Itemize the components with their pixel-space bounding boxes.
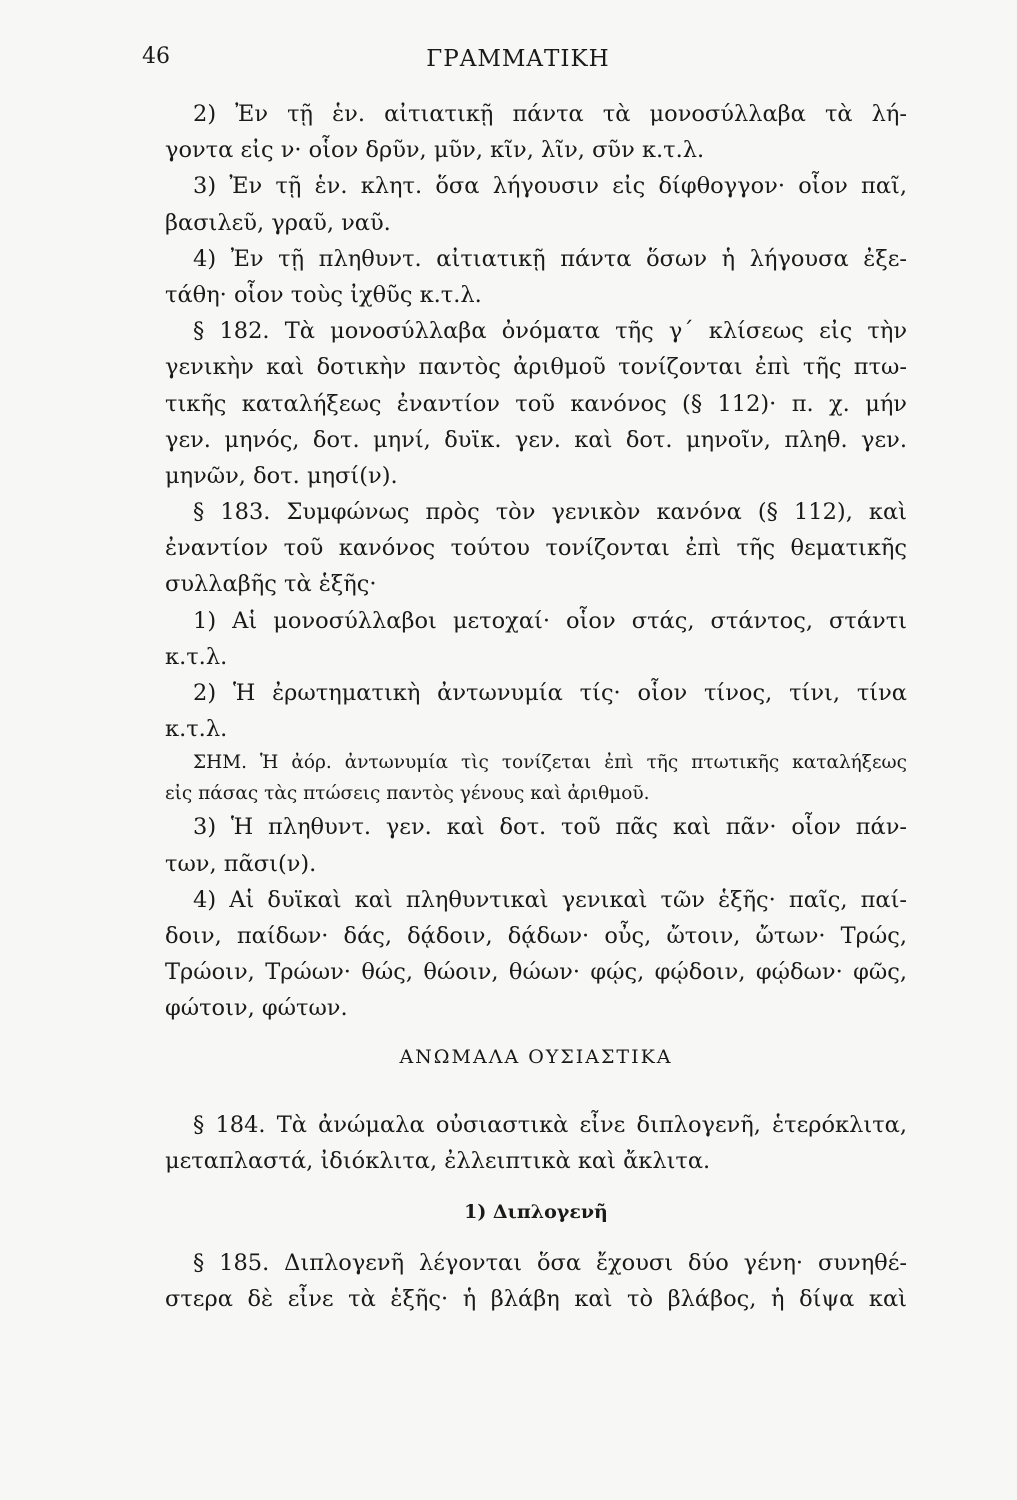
text-line: § 182. Τὰ μονοσύλλαβα ὀνόματα τῆς γ΄ κλίσεως εἰς τὴν	[193, 318, 907, 345]
text-line: 4) Αἱ δυϊκαὶ καὶ πληθυντικαὶ γενικαὶ τῶν ἑξῆς· παῖς, παί-	[193, 886, 907, 913]
note-line: εἰς πάσας τὰς πτώσεις παντὸς γένους καὶ ἀριθμοῦ.	[165, 783, 650, 805]
section-title: ΑΝΩΜΑΛΑ ΟΥΣΙΑΣΤΙΚΑ	[399, 1045, 673, 1068]
page-number: 46	[142, 44, 170, 69]
text-line: 3) Ἡ πληθυντ. γεν. καὶ δοτ. τοῦ πᾶς καὶ πᾶν· οἷον πάν-	[193, 814, 907, 841]
text-line: γενικὴν καὶ δοτικὴν παντὸς ἀριθμοῦ τονίζονται ἐπὶ τῆς πτω-	[165, 354, 907, 381]
note-line: ΣΗΜ. Ἡ ἀόρ. ἀντωνυμία τὶς τονίζεται ἐπὶ τῆς πτωτικῆς καταλήξεως	[193, 752, 907, 774]
text-line: συλλαβῆς τὰ ἑξῆς·	[165, 571, 377, 598]
text-line: μεταπλαστά, ἰδιόκλιτα, ἐλλειπτικὰ καὶ ἄκλιτα.	[165, 1147, 711, 1174]
text-line: γεν. μηνός, δοτ. μηνί, δυϊκ. γεν. καὶ δοτ. μηνοῖν, πληθ. γεν.	[165, 426, 907, 453]
text-line: κ.τ.λ.	[165, 716, 228, 743]
text-line: ἐναντίον τοῦ κανόνος τούτου τονίζονται ἐπὶ τῆς θεματικῆς	[165, 535, 907, 562]
text-line: Τρώοιν, Τρώων· θώς, θώοιν, θώων· φῴς, φῴδοιν, φῴδων· φῶς,	[165, 959, 907, 986]
text-line: των, πᾶσι(ν).	[165, 850, 317, 877]
text-line: 4) Ἐν τῇ πληθυντ. αἰτιατικῇ πάντα ὅσων ἡ λήγουσα ἐξε-	[193, 245, 907, 272]
text-line: φώτοιν, φώτων.	[165, 995, 348, 1022]
text-line: κ.τ.λ.	[165, 643, 228, 670]
subsection-title: 1) Διπλογενῆ	[464, 1200, 608, 1223]
text-line: 2) Ἡ ἐρωτηματικὴ ἀντωνυμία τίς· οἷον τίνος, τίνι, τίνα	[193, 680, 907, 706]
text-line: τικῆς καταλήξεως ἐναντίον τοῦ κανόνος (§ 112)· π. χ. μήν	[165, 390, 907, 417]
text-line: § 184. Τὰ ἀνώμαλα οὐσιαστικὰ εἶνε διπλογενῆ, ἑτερόκλιτα,	[193, 1111, 907, 1138]
text-line: 2) Ἐν τῇ ἑν. αἰτιατικῇ πάντα τὰ μονοσύλλαβα τὰ λή-	[193, 101, 907, 127]
text-line: μηνῶν, δοτ. μησί(ν).	[165, 462, 398, 489]
text-line: δοιν, παίδων· δάς, δᾴδοιν, δᾴδων· οὖς, ὤτοιν, ὤτων· Τρώς,	[165, 922, 907, 949]
text-line: § 183. Συμφώνως πρὸς τὸν γενικὸν κανόνα (§ 112), καὶ	[193, 499, 907, 526]
text-line: § 185. Διπλογενῆ λέγονται ὅσα ἔχουσι δύο γένη· συνηθέ-	[193, 1249, 907, 1276]
page-body	[165, 96, 907, 1317]
section-spacer	[165, 1087, 907, 1107]
text-line: 1) Αἱ μονοσύλλαβοι μετοχαί· οἷον στάς, στάντος, στάντι	[193, 607, 907, 634]
text-line: 3) Ἐν τῇ ἑν. κλητ. ὅσα λήγουσιν εἰς δίφθογγον· οἷον παῖ,	[193, 173, 907, 200]
text-line: γοντα εἰς ν· οἷον δρῦν, μῦν, κῖν, λῖν, σῦν κ.τ.λ.	[165, 137, 705, 164]
text-line: τάθη· οἷον τοὺς ἰχθῦς κ.τ.λ.	[165, 281, 482, 308]
text-line: στερα δὲ εἶνε τὰ ἑξῆς· ἡ βλάβη καὶ τὸ βλάβος, ἡ δίψα καὶ	[165, 1286, 907, 1313]
page-header	[138, 38, 898, 78]
text-line: βασιλεῦ, γραῦ, ναῦ.	[165, 209, 391, 236]
running-title: ΓΡΑΜΜΑΤΙΚΗ	[426, 46, 610, 72]
